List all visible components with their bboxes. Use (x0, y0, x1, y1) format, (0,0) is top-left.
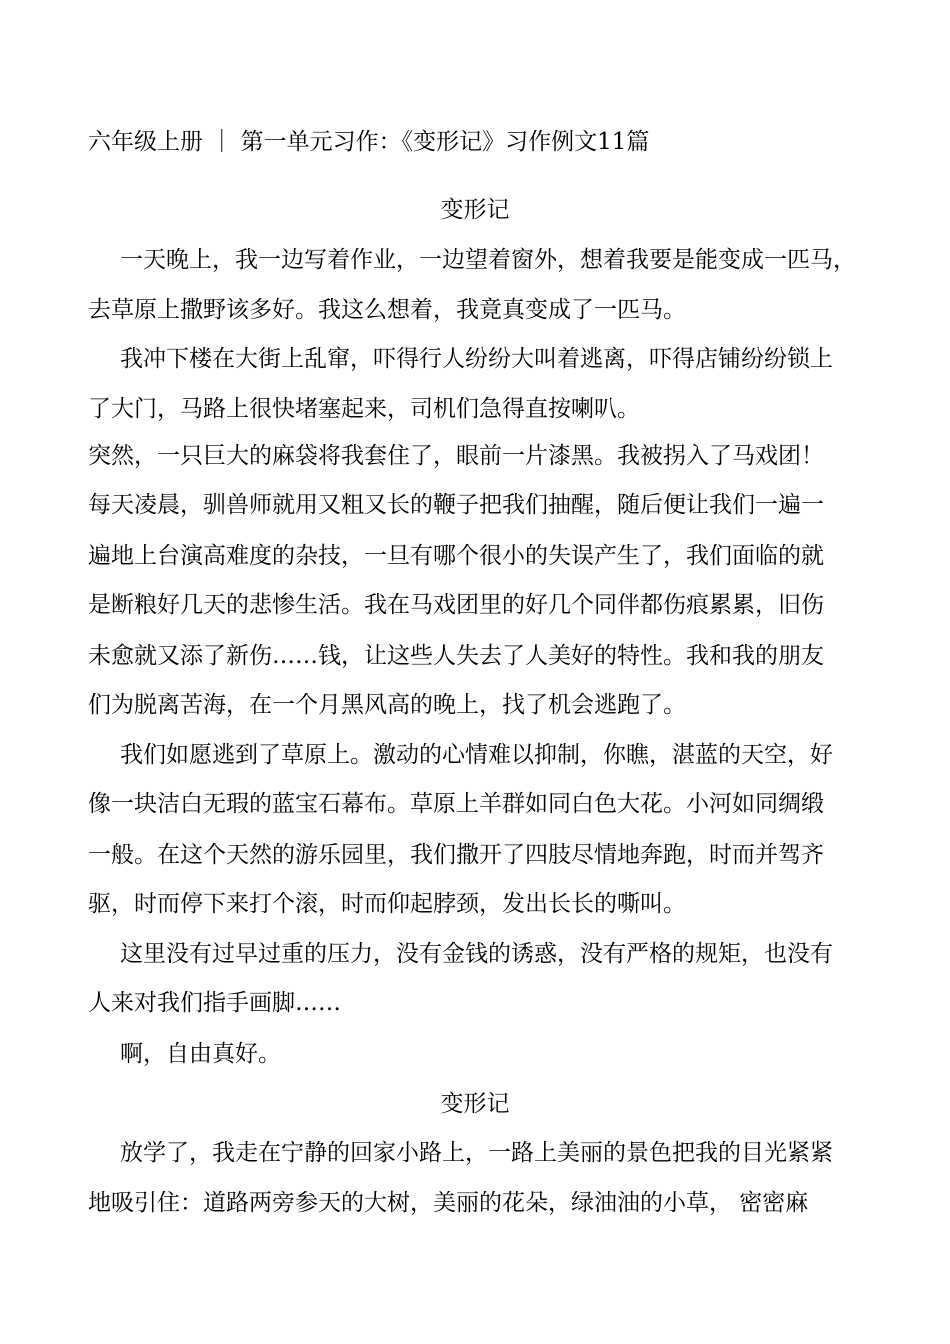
document-header: 六年级上册 ｜ 第一单元习作：《变形记》习作例文11篇 (88, 129, 650, 155)
essay-line: 们为脱离苦海，在一个月黑风高的晚上，找了机会逃跑了。 (88, 692, 686, 718)
essay-line: 像一块洁白无瑕的蓝宝石幕布。草原上羊群如同白色大花。小河如同绸缎 (88, 791, 824, 817)
essay-line: 遍地上台演高难度的杂技，一旦有哪个很小的失误产生了，我们面临的就 (88, 543, 824, 569)
essay-line: 我冲下楼在大街上乱窜，吓得行人纷纷大叫着逃离，吓得店铺纷纷锁上 (120, 346, 833, 372)
essay-line: 每天凌晨，驯兽师就用又粗又长的鞭子把我们抽醒，随后便让我们一遍一 (88, 492, 824, 518)
essay-line: 一天晚上，我一边写着作业，一边望着窗外，想着我要是能变成一匹马， (120, 247, 856, 273)
essay-line: 地吸引住：道路两旁参天的大树，美丽的花朵，绿油油的小草， 密密麻 (88, 1190, 809, 1216)
essay-line: 啊，自由真好。 (120, 1041, 281, 1067)
essay-line: 这里没有过早过重的压力，没有金钱的诱惑，没有严格的规矩，也没有 (120, 941, 833, 967)
essay-line: 是断粮好几天的悲惨生活。我在马戏团里的好几个同伴都伤痕累累，旧伤 (88, 592, 824, 618)
essay-line: 人来对我们指手画脚…… (88, 990, 341, 1016)
essay-1-title: 变形记 (440, 197, 510, 223)
essay-line: 放学了，我走在宁静的回家小路上，一路上美丽的景色把我的目光紧紧 (120, 1140, 833, 1166)
essay-line: 我们如愿逃到了草原上。激动的心情难以抑制，你瞧，湛蓝的天空，好 (120, 742, 833, 768)
essay-line: 去草原上撒野该多好。我这么想着，我竟真变成了一匹马。 (88, 297, 686, 323)
essay-2-title: 变形记 (440, 1091, 510, 1117)
essay-line: 突然，一只巨大的麻袋将我套住了，眼前一片漆黑。我被拐入了马戏团！ (88, 443, 824, 469)
essay-line: 未愈就又添了新伤……钱，让这些人失去了人美好的特性。我和我的朋友 (88, 643, 824, 669)
essay-line: 一般。在这个天然的游乐园里，我们撒开了四肢尽情地奔跑，时而并驾齐 (88, 842, 824, 868)
essay-line: 了大门，马路上很快堵塞起来，司机们急得直按喇叭。 (88, 396, 640, 422)
essay-line: 驱，时而停下来打个滚，时而仰起脖颈，发出长长的嘶叫。 (88, 891, 686, 917)
